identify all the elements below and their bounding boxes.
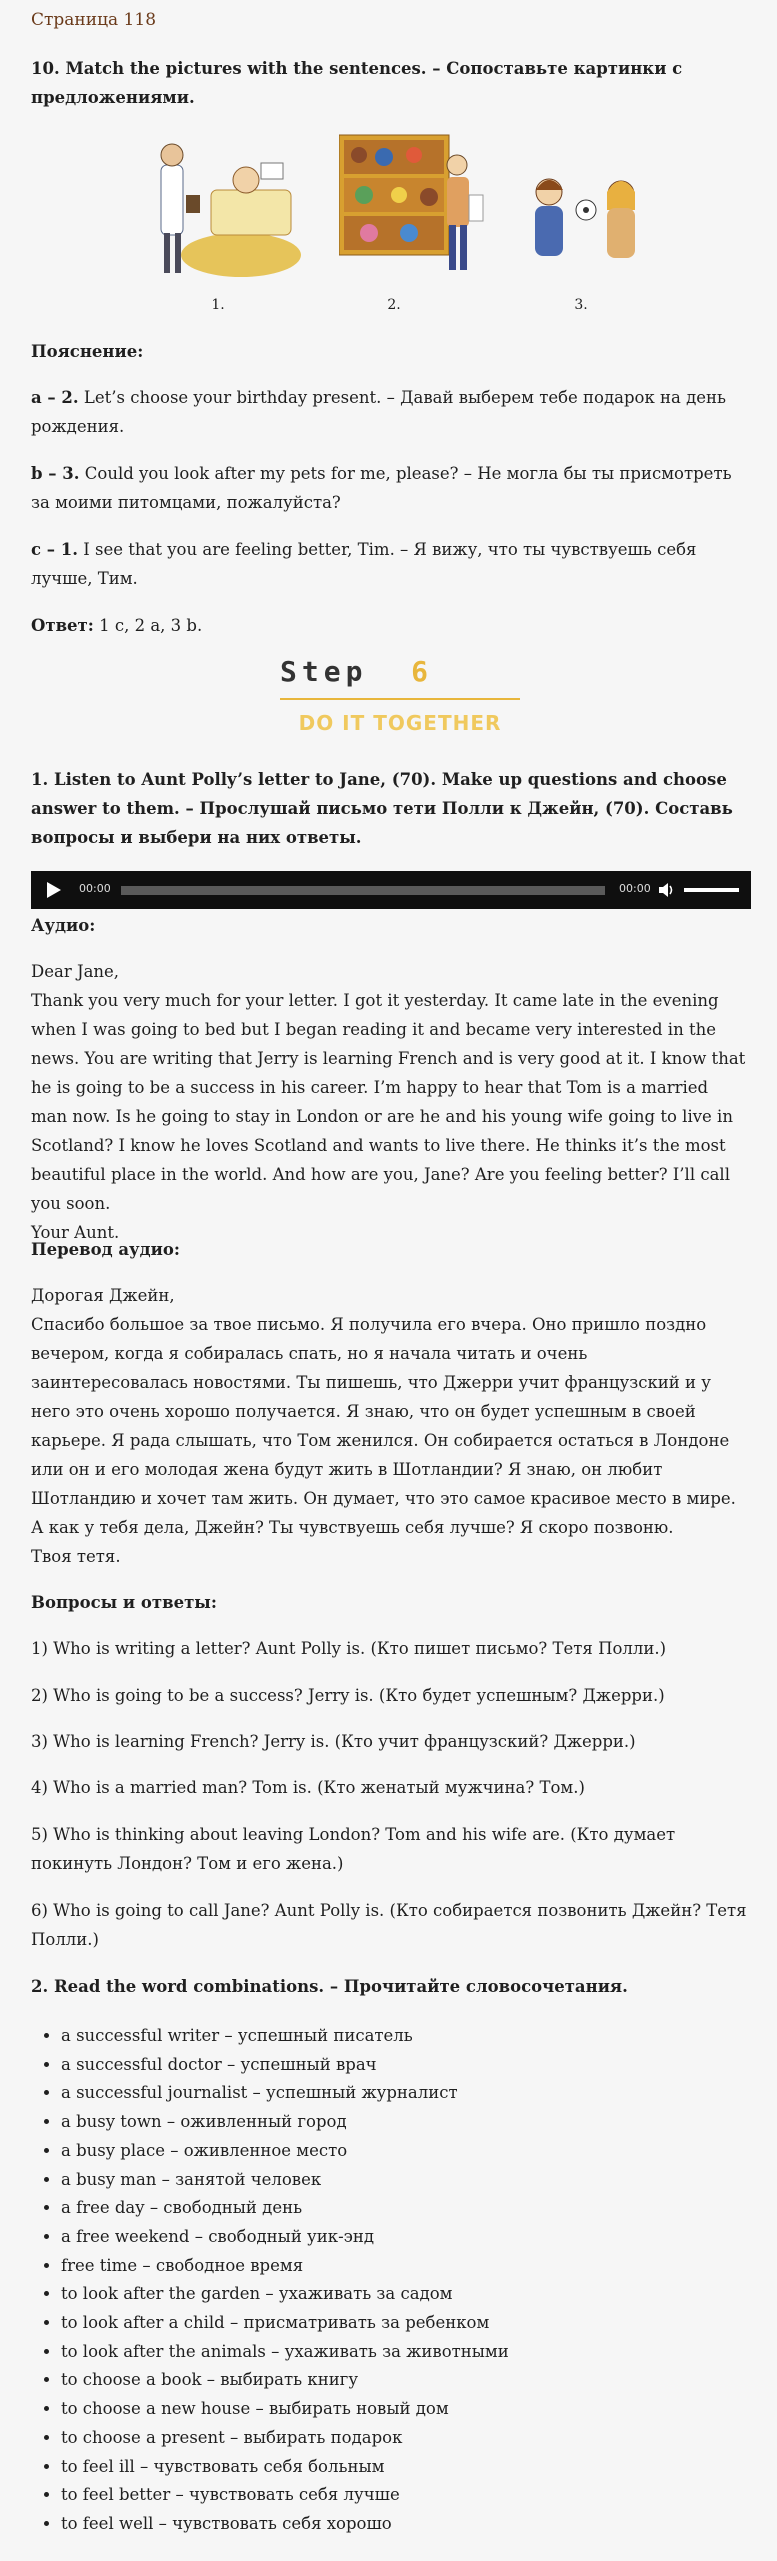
match-key: b – 3.: [31, 464, 80, 483]
list-item: • to feel better – чувствовать себя лучше: [61, 2481, 509, 2510]
list-item: • a successful journalist – успешный журналист: [61, 2079, 509, 2108]
qa-item-5: 5) Who is thinking about leaving London? Tom and his wife are. (Кто думает покинуть Лондон? Том и его жена.): [31, 1825, 676, 1873]
list-item: • to look after a child – присматривать за ребенком: [61, 2309, 509, 2338]
audio-player: [31, 871, 751, 909]
volume-slider[interactable]: [684, 888, 739, 892]
list-item: • a busy town – оживленный город: [61, 2108, 509, 2137]
translation-text: [31, 1281, 747, 1571]
match-text: Could you look after my pets for me, please? – Не могла бы ты присмотреть за моими питомцами, пожалуйста?: [31, 464, 732, 512]
list-item: • to look after the animals – ухаживать за животными: [61, 2338, 509, 2367]
list-item: • a busy place – оживленное место: [61, 2137, 509, 2166]
step-word: Step: [280, 655, 368, 688]
list-item: • to feel ill – чувствовать себя больным: [61, 2453, 509, 2482]
match-text: Let’s choose your birthday present. – Давай выберем тебе подарок на день рождения.: [31, 388, 727, 436]
list-item: • to choose a book – выбирать книгу: [61, 2366, 509, 2395]
letter-body: Thank you very much for your letter. I got it yesterday. It came late in the evening when I was going to bed but I began reading it and became very interested in the news. You are writing that Jerry is learning French and is very good at it. I know that he is going to be a success in his career. I’m happy to hear that Tom is a married man now. Is he going to stay in London or are he and his young wife going to live in Scotland? I know he loves Scotland and wants to live there. He thinks it’s the most beautiful place in the world. And how are you, Jane? Are you feeling better? I’ll call you soon.: [31, 991, 746, 1213]
audio-heading: Аудио:: [31, 916, 96, 935]
exercise-10-title: 10. Match the pictures with the sentences. – Сопоставьте картинки с предложениями.: [31, 59, 683, 107]
qa-item-6: 6) Who is going to call Jane? Aunt Polly is. (Кто собирается позвонить Джейн? Тетя Полли.): [31, 1901, 747, 1949]
picture-label-3: 3.: [574, 297, 588, 313]
qa-item-2: 2) Who is going to be a success? Jerry is. (Кто будет успешным? Джерри.): [31, 1686, 665, 1705]
page-number: Страница 118: [31, 10, 157, 30]
play-icon[interactable]: [47, 882, 61, 898]
qa-item-1: 1) Who is writing a letter? Aunt Polly is. (Кто пишет письмо? Тетя Полли.): [31, 1639, 667, 1658]
step-subtitle: DO IT TOGETHER: [298, 711, 502, 735]
current-time: 00:00: [79, 882, 111, 895]
explanation-heading: Пояснение:: [31, 342, 144, 361]
list-item: • to look after the garden – ухаживать за садом: [61, 2280, 509, 2309]
picture-doctor-visit: [151, 135, 301, 285]
list-item: • a free weekend – свободный уик-энд: [61, 2223, 509, 2252]
list-item: • a successful doctor – успешный врач: [61, 2051, 509, 2080]
picture-label-1: 1.: [211, 297, 225, 313]
letter-greeting: Dear Jane,: [31, 962, 120, 981]
match-key: a – 2.: [31, 388, 79, 407]
translation-heading: Перевод аудио:: [31, 1240, 180, 1259]
translation-greeting: Дорогая Джейн,: [31, 1286, 175, 1305]
answer-label: Ответ:: [31, 616, 94, 635]
qa-heading: Вопросы и ответы:: [31, 1593, 217, 1612]
match-text: I see that you are feeling better, Tim. – Я вижу, что ты чувствуешь себя лучше, Тим.: [31, 540, 697, 588]
list-item: • to feel well – чувствовать себя хорошо: [61, 2510, 509, 2539]
exercise-10-illustration: [121, 135, 681, 325]
step-divider: [280, 698, 520, 700]
letter-text: [31, 957, 747, 1247]
translation-signature: Твоя тетя.: [31, 1547, 121, 1566]
picture-toy-shop: [339, 125, 489, 285]
list-item: • a busy man – занятой человек: [61, 2166, 509, 2195]
answer-line: [31, 611, 747, 640]
qa-item-3: 3) Who is learning French? Jerry is. (Кто учит французский? Джерри.): [31, 1732, 636, 1751]
match-item-a: [31, 383, 747, 441]
match-item-c: [31, 535, 747, 593]
list-item: • to choose a present – выбирать подарок: [61, 2424, 509, 2453]
word-combinations-list: [31, 2022, 509, 2539]
exercise-1-title: 1. Listen to Aunt Polly’s letter to Jane, (70). Make up questions and choose answer to them. – Прослушай письмо тети Полли к Джейн, (70). Составь вопросы и выбери на них ответы.: [31, 770, 733, 847]
picture-label-2: 2.: [387, 297, 401, 313]
duration-time: 00:00: [619, 882, 651, 895]
list-item: • free time – свободное время: [61, 2252, 509, 2281]
step-number: 6: [411, 655, 434, 688]
match-key: c – 1.: [31, 540, 79, 559]
exercise-2-title: 2. Read the word combinations. – Прочитайте словосочетания.: [31, 1977, 628, 1996]
step-title: [280, 655, 433, 688]
list-item: • a successful writer – успешный писатель: [61, 2022, 509, 2051]
list-item: • to choose a new house – выбирать новый дом: [61, 2395, 509, 2424]
picture-two-girls: [521, 170, 651, 280]
translation-body: Спасибо большое за твое письмо. Я получила его вчера. Оно пришло поздно вечером, когда я собиралась спать, но я начала читать и очень заинтересовалась новостями. Ты пишешь, что Джерри учит французский и у него это очень хорошо получается. Я знаю, что он будет успешным в своей карьере. Я рада слышать, что Том женился. Он собирается остаться в Лондоне или он и его молодая жена будут жить в Шотландии? Я знаю, он любит Шотландию и хочет там жить. Он думает, что это самое красивое место в мире. А как у тебя дела, Джейн? Ты чувствуешь себя лучше? Я скоро позвоню.: [31, 1315, 736, 1537]
step-banner: [280, 655, 530, 750]
list-item: • a free day – свободный день: [61, 2194, 509, 2223]
answer-text: 1 c, 2 a, 3 b.: [93, 616, 203, 635]
volume-icon[interactable]: [657, 881, 675, 899]
letter-signature: Your Aunt.: [31, 1223, 120, 1242]
audio-progress-track[interactable]: [121, 886, 605, 895]
qa-item-4: 4) Who is a married man? Tom is. (Кто женатый мужчина? Том.): [31, 1778, 585, 1797]
match-item-b: [31, 459, 747, 517]
